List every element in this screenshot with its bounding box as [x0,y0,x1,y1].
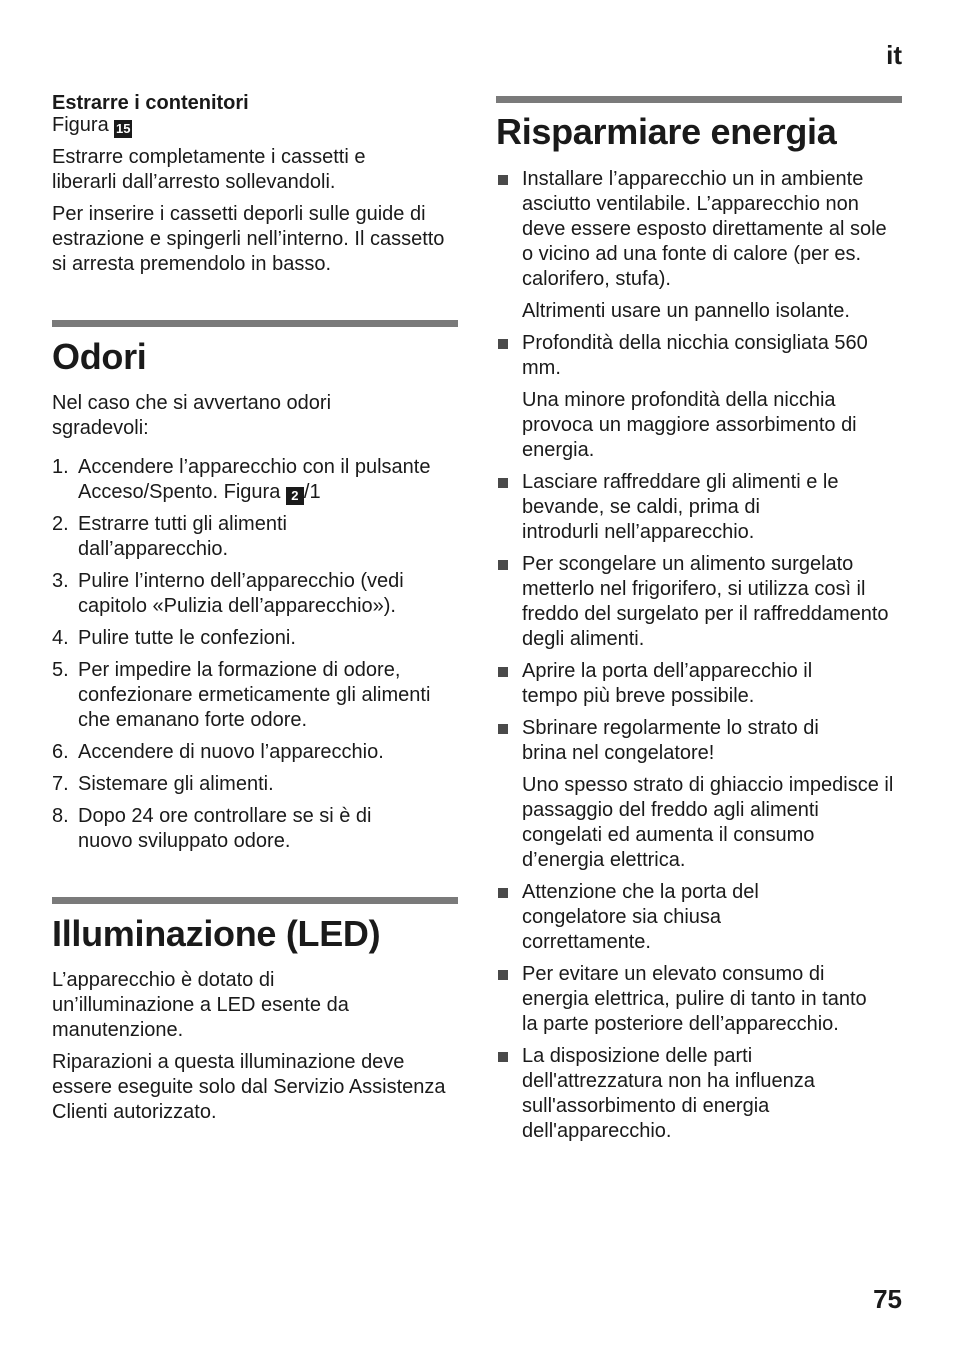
list-item [496,1044,902,1144]
figure-reference [52,113,132,138]
list-item [52,772,462,797]
square-bullet-icon [498,724,508,734]
item-text: Sbrinare regolarmente lo strato di brina nel congelatore! [522,717,819,764]
list-item [496,470,902,545]
list-item [52,569,462,619]
led-paragraph-1: L’apparecchio è dotato di un’illuminazione a LED esente da manutenzione. [52,969,349,1041]
list-item [496,962,902,1037]
step-number: 1. [52,456,69,478]
item-text: Per scongelare un alimento surgelato metterlo nel frigorifero, si utilizza così il freddo del surgelato per il raffreddamento degli alimenti. [522,553,889,650]
item-text: Profondità della nicchia consigliata 560 mm. [522,332,868,379]
section-title-led: Illuminazione (LED) [52,913,381,954]
paragraph-insert: Per inserire i cassetti deporli sulle guide di estrazione e spingerli nell’interno. Il cassetto si arresta premendolo in basso. [52,203,445,275]
list-item [52,626,462,651]
item-continuation: Una minore profondità della nicchia provoca un maggiore assorbimento di energia. [522,389,857,461]
language-code: it [886,40,902,70]
square-bullet-icon [498,888,508,898]
list-item [52,512,462,562]
figure-suffix: /1 [303,481,321,503]
list-item [496,552,902,652]
list-item [496,659,902,709]
subsection-title: Estrarre i contenitori [52,92,249,114]
energy-list [496,167,902,1151]
square-bullet-icon [498,478,508,488]
step-text: Per impedire la formazione di odore, confezionare ermeticamente gli alimenti che emanano forte odore. [78,659,431,731]
item-continuation: Uno spesso strato di ghiaccio impedisce il passaggio del freddo agli alimenti congelati ed aumenta il consumo d’energia elettrica. [522,774,894,871]
list-item [52,804,462,854]
list-item [496,167,902,324]
figure-number-badge: 15 [116,121,131,136]
section-title-odori: Odori [52,336,147,377]
square-bullet-icon [498,175,508,185]
section-rule-odori [52,320,458,327]
item-text: Per evitare un elevato consumo di energia elettrica, pulire di tanto in tanto la parte posteriore dell’apparecchio. [522,963,867,1035]
list-item [52,455,462,505]
step-text: Pulire tutte le confezioni. [78,627,296,649]
item-text: Attenzione che la porta del congelatore sia chiusa correttamente. [522,881,759,953]
step-number: 2. [52,513,69,535]
step-number: 8. [52,805,69,827]
item-continuation: Altrimenti usare un pannello isolante. [522,300,850,322]
figure-prefix: Figura [52,114,109,136]
led-paragraph-2: Riparazioni a questa illuminazione deve essere eseguite solo dal Servizio Assistenza Clienti autorizzato. [52,1051,446,1123]
section-rule-energy [496,96,902,103]
page-number: 75 [873,1284,902,1314]
item-text: Installare l’apparecchio un in ambiente asciutto ventilabile. L’apparecchio non deve essere esposto direttamente al sole o vicino ad una fonte di calore (per es. calorifero, stufa). [522,168,887,290]
step-text: Accendere l’apparecchio con il pulsante Acceso/Spento. Figura [78,456,431,503]
step-text: Estrarre tutti gli alimenti dall’apparecchio. [78,513,287,560]
list-item [496,716,902,873]
figure-number-badge: 2 [286,487,304,505]
list-item [496,880,902,955]
item-text: Lasciare raffreddare gli alimenti e le bevande, se caldi, prima di introdurli nell’apparecchio. [522,471,839,543]
step-text: Sistemare gli alimenti. [78,773,274,795]
step-number: 6. [52,741,69,763]
step-text: Accendere di nuovo l’apparecchio. [78,741,384,763]
paragraph-extract: Estrarre completamente i cassetti e liberarli dall’arresto sollevandoli. [52,146,366,193]
square-bullet-icon [498,970,508,980]
odori-intro: Nel caso che si avvertano odori sgradevoli: [52,392,332,439]
square-bullet-icon [498,1052,508,1062]
list-item [52,740,462,765]
odori-steps [52,455,462,861]
list-item [52,658,462,733]
step-text: Pulire l’interno dell’apparecchio (vedi capitolo «Pulizia dell’apparecchio»). [78,570,404,617]
step-number: 4. [52,627,69,649]
list-item [496,331,902,463]
step-text: Dopo 24 ore controllare se si è di nuovo sviluppato odore. [78,805,372,852]
item-text: La disposizione delle parti dell'attrezzatura non ha influenza sull'assorbimento di energia dell'apparecchio. [522,1045,815,1142]
square-bullet-icon [498,667,508,677]
square-bullet-icon [498,560,508,570]
step-number: 3. [52,570,69,592]
square-bullet-icon [498,339,508,349]
section-title-energy: Risparmiare energia [496,111,837,152]
item-text: Aprire la porta dell’apparecchio il tempo più breve possibile. [522,660,813,707]
step-number: 5. [52,659,69,681]
step-number: 7. [52,773,69,795]
section-rule-led [52,897,458,904]
